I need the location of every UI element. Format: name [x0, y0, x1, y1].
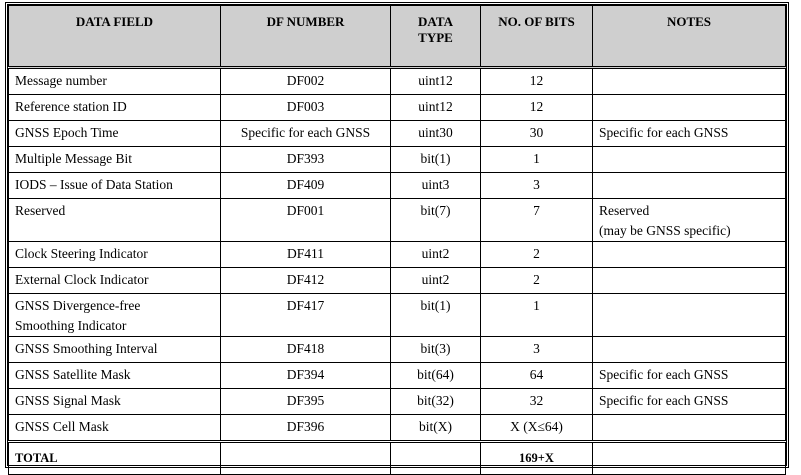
cell-notes: Specific for each GNSS — [593, 389, 786, 415]
table-row — [9, 415, 786, 442]
cell-notes: Specific for each GNSS — [593, 363, 786, 389]
header-df-number: DF NUMBER — [221, 6, 391, 68]
cell-notes — [593, 294, 786, 337]
cell-df-number: DF001 — [221, 199, 391, 242]
cell-data-field: GNSS Cell Mask — [9, 415, 221, 442]
cell-data-field: Reserved — [9, 199, 221, 242]
total-label: TOTAL — [9, 442, 221, 475]
header-data-field: DATA FIELD — [9, 6, 221, 68]
cell-bits: 1 — [481, 294, 593, 337]
cell-df-number: DF412 — [221, 268, 391, 294]
cell-df-number: DF417 — [221, 294, 391, 337]
cell-df-number: Specific for each GNSS — [221, 121, 391, 147]
cell-notes — [593, 268, 786, 294]
cell-data-type: bit(7) — [391, 199, 481, 242]
message-fields-table — [8, 5, 786, 475]
cell-data-field — [9, 294, 221, 337]
cell-data-field: GNSS Signal Mask — [9, 389, 221, 415]
cell-data-field: Multiple Message Bit — [9, 147, 221, 173]
total-notes — [593, 442, 786, 475]
cell-df-number: DF395 — [221, 389, 391, 415]
cell-data-type: uint3 — [391, 173, 481, 199]
divergence-line1: GNSS Divergence-free — [15, 298, 141, 313]
cell-data-field: GNSS Smoothing Interval — [9, 337, 221, 363]
cell-data-type: uint30 — [391, 121, 481, 147]
cell-notes — [593, 173, 786, 199]
cell-bits: 1 — [481, 147, 593, 173]
header-notes: NOTES — [593, 6, 786, 68]
cell-data-field: GNSS Epoch Time — [9, 121, 221, 147]
cell-bits: X (X≤64) — [481, 415, 593, 442]
cell-notes — [593, 95, 786, 121]
cell-data-type: uint2 — [391, 268, 481, 294]
table-row — [9, 363, 786, 389]
cell-data-type: bit(32) — [391, 389, 481, 415]
table-row — [9, 147, 786, 173]
header-no-of-bits: NO. OF BITS — [481, 6, 593, 68]
total-row — [9, 442, 786, 475]
total-data-type — [391, 442, 481, 475]
total-df-number — [221, 442, 391, 475]
table-row — [9, 95, 786, 121]
cell-df-number: DF409 — [221, 173, 391, 199]
cell-bits: 12 — [481, 68, 593, 95]
total-bits: 169+X — [481, 442, 593, 475]
cell-bits: 12 — [481, 95, 593, 121]
cell-notes — [593, 199, 786, 242]
cell-notes — [593, 337, 786, 363]
cell-data-field: Clock Steering Indicator — [9, 242, 221, 268]
cell-bits: 30 — [481, 121, 593, 147]
table-header-row — [9, 6, 786, 68]
cell-data-type: bit(1) — [391, 147, 481, 173]
cell-data-type: bit(64) — [391, 363, 481, 389]
divergence-line2: Smoothing Indicator — [15, 318, 127, 333]
header-data-type — [391, 6, 481, 68]
cell-data-field: Reference station ID — [9, 95, 221, 121]
cell-data-type: uint12 — [391, 95, 481, 121]
cell-data-field: GNSS Satellite Mask — [9, 363, 221, 389]
cell-data-type: bit(X) — [391, 415, 481, 442]
cell-data-type: uint12 — [391, 68, 481, 95]
table-row — [9, 268, 786, 294]
table-row — [9, 199, 786, 242]
cell-df-number: DF002 — [221, 68, 391, 95]
table-row — [9, 173, 786, 199]
cell-df-number: DF396 — [221, 415, 391, 442]
cell-data-field: IODS – Issue of Data Station — [9, 173, 221, 199]
cell-notes — [593, 147, 786, 173]
header-data-type-line1: DATA — [418, 14, 453, 29]
cell-df-number: DF418 — [221, 337, 391, 363]
cell-bits: 7 — [481, 199, 593, 242]
cell-bits: 2 — [481, 268, 593, 294]
cell-df-number: DF394 — [221, 363, 391, 389]
cell-df-number: DF003 — [221, 95, 391, 121]
reserved-note-line1: Reserved — [599, 203, 650, 218]
cell-notes — [593, 68, 786, 95]
table-row — [9, 294, 786, 337]
cell-bits: 3 — [481, 173, 593, 199]
data-table-frame — [5, 2, 789, 468]
cell-data-field: Message number — [9, 68, 221, 95]
header-data-type-line2: TYPE — [418, 30, 453, 45]
cell-bits: 64 — [481, 363, 593, 389]
table-row — [9, 121, 786, 147]
cell-bits: 3 — [481, 337, 593, 363]
cell-bits: 32 — [481, 389, 593, 415]
cell-data-type: uint2 — [391, 242, 481, 268]
cell-notes — [593, 242, 786, 268]
reserved-note-line2: (may be GNSS specific) — [599, 223, 731, 238]
table-row — [9, 68, 786, 95]
table-row — [9, 337, 786, 363]
cell-notes — [593, 415, 786, 442]
table-row — [9, 242, 786, 268]
cell-data-type: bit(1) — [391, 294, 481, 337]
cell-notes: Specific for each GNSS — [593, 121, 786, 147]
cell-df-number: DF411 — [221, 242, 391, 268]
table-row — [9, 389, 786, 415]
cell-df-number: DF393 — [221, 147, 391, 173]
cell-bits: 2 — [481, 242, 593, 268]
cell-data-type: bit(3) — [391, 337, 481, 363]
cell-data-field: External Clock Indicator — [9, 268, 221, 294]
